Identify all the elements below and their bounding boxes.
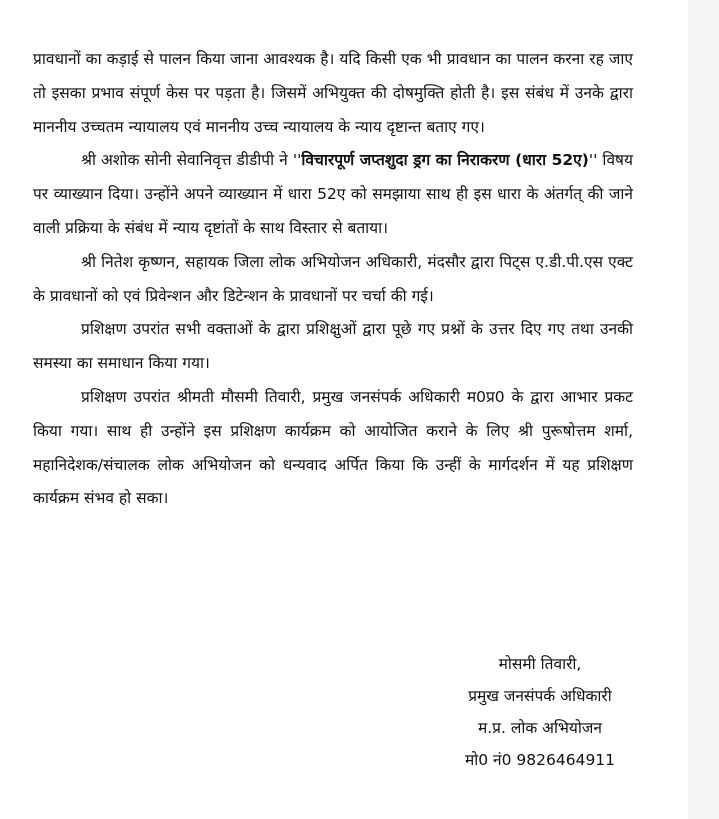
paragraph-nitesh-krishnan: श्री नितेश कृष्णन, सहायक जिला लोक अभियोजन अधिकारी, मंदसौर द्वारा पिट्स ए.डी.पी.एस एक्ट के प्रावधानों को एवं प्रिवेन्शन और डिटेन्शन के प्रावधानों पर चर्चा की गई। — [33, 252, 633, 305]
side-margin-strip — [688, 0, 719, 819]
paragraph-thanks: प्रशिक्षण उपरांत श्रीमती मौसमी तिवारी, प्रमुख जनसंपर्क अधिकारी म0प्र0 के द्वारा आभार प्रकट किया गया। साथ ही उन्होंने इस प्रशिक्षण कार्यक्रम को आयोजित कराने के लिए श्री पुरूषोत्तम शर्मा, महानिदेशक/संचालक लोक अभियोजन को धन्यवाद अर्पित किया कि उन्हीं के मार्गदर्शन में यह प्रशिक्षण कार्यक्रम संभव हो सका। — [33, 387, 633, 508]
lecture-topic: विचारपूर्ण जप्तशुदा ड्रग का निराकरण (धारा 52ए) — [301, 151, 589, 170]
paragraph-provisions: प्रावधानों का कड़ाई से पालन किया जाना आवश्यक है। यदि किसी एक भी प्रावधान का पालन करना रह जाए तो इसका प्रभाव संपूर्ण केस पर पड़ता है। जिसमें अभियुक्त की दोषमुक्ति होती है। इस संबंध में उनके द्वारा माननीय उच्चतम न्यायालय एवं माननीय उच्च न्यायालय के न्याय दृष्टान्त बताए गए। — [33, 50, 633, 136]
paragraph-ashok-soni-intro: श्री अशोक सोनी सेवानिवृत्त डीडीपी ने '' — [81, 151, 302, 170]
signature-designation: प्रमुख जनसंपर्क अधिकारी — [468, 687, 612, 705]
signature-organization: म.प्र. लोक अभियोजन — [477, 719, 603, 737]
paragraph-ashok-soni — [33, 144, 633, 245]
document-body — [33, 43, 633, 516]
signature-name: मोसमी तिवारी, — [498, 655, 582, 673]
paragraph-questions: प्रशिक्षण उपरांत सभी वक्ताओं के द्वारा प्रशिक्षुओं द्वारा पूछे गए प्रश्नों के उत्तर दिए गए तथा उनकी समस्या का समाधान किया गया। — [33, 320, 633, 373]
paragraph-ashok-soni-rest: '' विषय पर व्याख्यान दिया। उन्होंने अपने व्याख्यान में धारा 52ए को समझाया साथ ही इस धारा के अंतर्गत् की जाने वाली प्रक्रिया के संबंध में न्याय दृष्टांतों के साथ विस्तार से बताया। — [33, 151, 634, 237]
signature-block — [440, 648, 640, 776]
signature-phone: मो0 नं0 9826464911 — [464, 751, 616, 769]
